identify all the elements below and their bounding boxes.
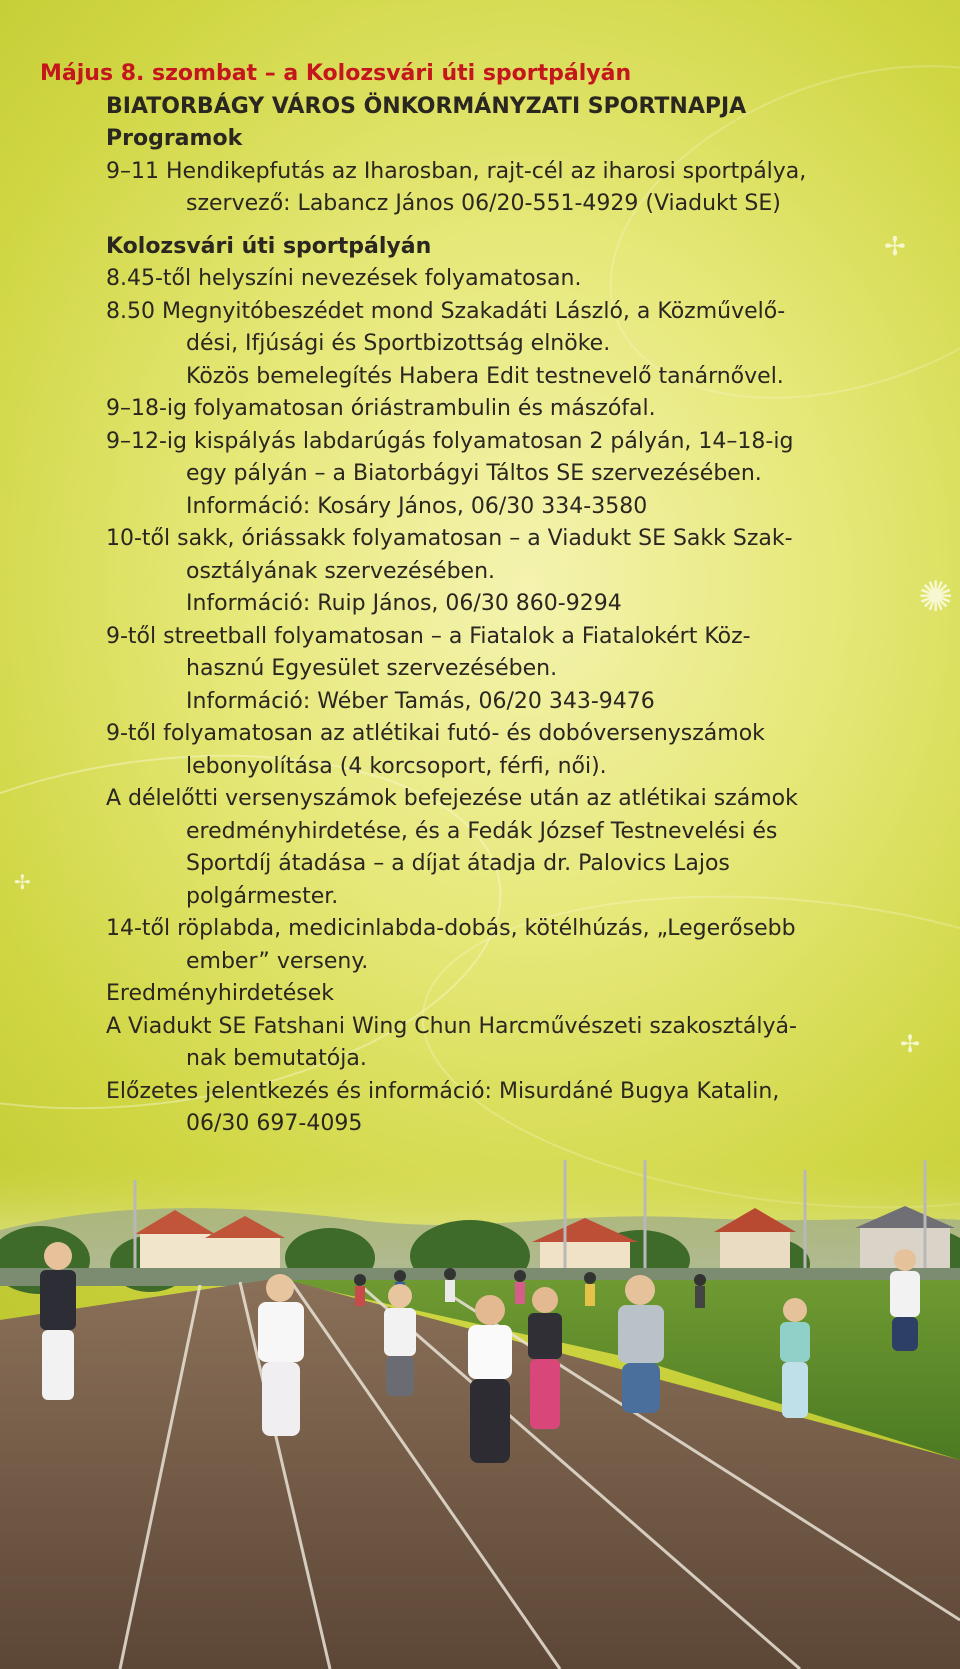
- programs-heading: Programok: [106, 126, 243, 151]
- schedule-line: 14-től röplabda, medicinlabda-dobás, kötélhúzás, „Legerősebb: [106, 916, 796, 941]
- schedule-line: 8.45-től helyszíni nevezések folyamatosan.: [106, 266, 582, 291]
- schedule-line: Sportdíj átadása – a díjat átadja dr. Palovics Lajos: [186, 851, 730, 876]
- sparkle-icon: ✺: [918, 572, 954, 621]
- sports-field-photo: [0, 1160, 960, 1669]
- schedule-line: Információ: Kosáry János, 06/30 334-3580: [186, 493, 648, 519]
- schedule-line: dési, Ifjúsági és Sportbizottság elnöke.: [186, 331, 611, 356]
- schedule-line: egy pályán – a Biatorbágyi Táltos SE szervezésében.: [186, 461, 762, 486]
- program-line: szervező: Labancz János 06/20-551-4929 (Viadukt SE): [186, 191, 781, 216]
- schedule-line: Közös bemelegítés Habera Edit testnevelő tanárnővel.: [186, 363, 784, 389]
- schedule-line: 9–18-ig folyamatosan óriástrambulin és mászófal.: [106, 396, 656, 421]
- schedule-line: ember” verseny.: [186, 948, 369, 974]
- schedule-line: 9-től folyamatosan az atlétikai futó- és dobóversenyszámok: [106, 721, 765, 746]
- sparkle-icon: ✢: [14, 870, 31, 894]
- schedule-line: Eredményhirdetések: [106, 981, 335, 1006]
- schedule-line: polgármester.: [186, 883, 339, 909]
- schedule-line: 06/30 697-4095: [186, 1111, 363, 1136]
- schedule-line: A délelőtti versenyszámok befejezése után az atlétikai számok: [106, 786, 798, 811]
- event-title: BIATORBÁGY VÁROS ÖNKORMÁNYZATI SPORTNAPJA: [106, 93, 747, 119]
- schedule-line: 10-től sakk, óriássakk folyamatosan – a Viadukt SE Sakk Szak-: [106, 526, 793, 551]
- schedule-line: Információ: Wéber Tamás, 06/20 343-9476: [186, 688, 655, 714]
- schedule-line: nak bemutatója.: [186, 1046, 367, 1071]
- schedule-line: A Viadukt SE Fatshani Wing Chun Harcművészeti szakosztályá-: [106, 1013, 797, 1039]
- schedule-line: lebonyolítása (4 korcsoport, férfi, női).: [186, 753, 607, 779]
- sparkle-icon: ✢: [900, 1030, 921, 1058]
- program-text: [40, 58, 920, 1141]
- venue-heading: Kolozsvári úti sportpályán: [106, 233, 432, 259]
- sparkle-icon: ✢: [884, 232, 906, 262]
- program-line: 9–11 Hendikepfutás az Iharosban, rajt-cél az iharosi sportpálya,: [106, 158, 807, 184]
- schedule-line: eredményhirdetése, és a Fedák József Testnevelési és: [186, 818, 778, 844]
- schedule-line: 9-től streetball folyamatosan – a Fiatalok a Fiatalokért Köz-: [106, 623, 751, 649]
- schedule-line: Információ: Ruip János, 06/30 860-9294: [186, 591, 622, 616]
- schedule-line: Előzetes jelentkezés és információ: Misurdáné Bugya Katalin,: [106, 1078, 780, 1104]
- event-date-heading: Május 8. szombat – a Kolozsvári úti sportpályán: [40, 61, 632, 86]
- schedule-line: 9–12-ig kispályás labdarúgás folyamatosan 2 pályán, 14–18-ig: [106, 428, 794, 454]
- schedule-line: osztályának szervezésében.: [186, 558, 496, 584]
- schedule-line: hasznú Egyesület szervezésében.: [186, 656, 558, 681]
- schedule-line: 8.50 Megnyitóbeszédet mond Szakadáti László, a Közművelő-: [106, 298, 786, 324]
